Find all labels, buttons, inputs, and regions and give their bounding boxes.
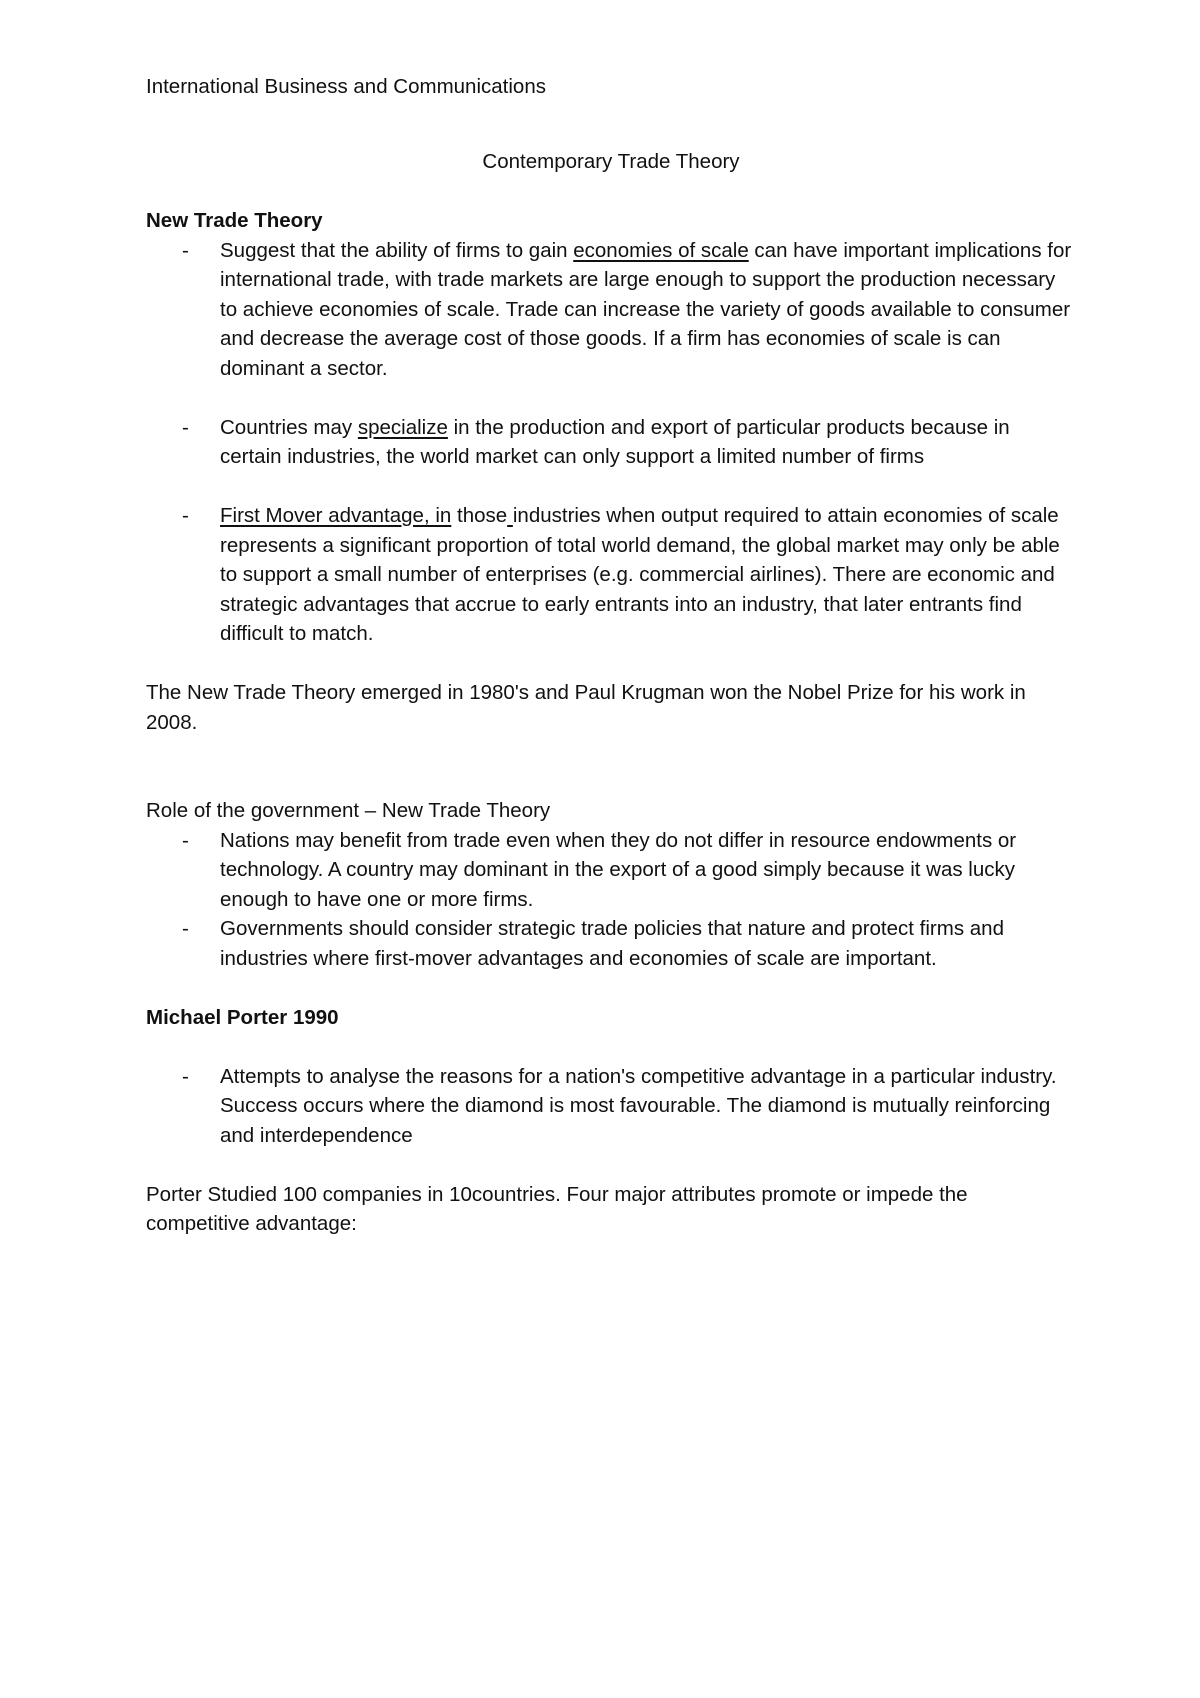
section-heading-government: Role of the government – New Trade Theory [146, 799, 551, 822]
porter-list [146, 1062, 1076, 1151]
list-item: - Governments should consider strategic trade policies that nature and protect firms and industries where first-mover advantages and economies of scale are important. [146, 914, 1076, 973]
document-body [146, 72, 1076, 1239]
government-list [146, 826, 1076, 974]
new-trade-theory-note: The New Trade Theory emerged in 1980's and Paul Krugman won the Nobel Prize for his work in 2008. [146, 681, 1026, 734]
underlined-term: economies of scale [573, 238, 749, 262]
section-heading-porter: Michael Porter 1990 [146, 1005, 339, 1029]
list-item: - Countries may specialize in the production and export of particular products because in certain industries, the world market can only support a limited number of firms [146, 413, 1076, 472]
underlined-term: specialize [357, 415, 448, 439]
section-heading-new-trade-theory: New Trade Theory [146, 209, 323, 232]
list-item: - First Mover advantage, in those industries when output required to attain economies of scale represents a significant proportion of total world demand, the global market may only be able to support a small number of enterprises (e.g. commercial airlines). There are economic and strategic advantages that accrue to early entrants into an industry, that later entrants find difficult to match. [146, 501, 1076, 649]
porter-note: Porter Studied 100 companies in 10countries. Four major attributes promote or impede the competitive advantage: [146, 1182, 968, 1235]
new-trade-theory-list [146, 236, 1076, 649]
list-item: - Attempts to analyse the reasons for a nation's competitive advantage in a particular industry. Success occurs where the diamond is most favourable. The diamond is mutually reinforcing and interdependence [146, 1062, 1076, 1151]
document-title: Contemporary Trade Theory [482, 149, 740, 173]
underlined-term: First Mover advantage, in [220, 504, 452, 527]
list-item: - Nations may benefit from trade even when they do not differ in resource endowments or technology. A country may dominant in the export of a good simply because it was lucky enough to have one or more firms. [146, 826, 1076, 915]
list-item: - Suggest that the ability of firms to gain economies of scale can have important implications for international trade, with trade markets are large enough to support the production necessary to achieve economies of scale. Trade can increase the variety of goods available to consumer and decrease the average cost of those goods. If a firm has economies of scale is can dominant a sector. [146, 236, 1076, 384]
course-title: International Business and Communications [146, 75, 546, 98]
